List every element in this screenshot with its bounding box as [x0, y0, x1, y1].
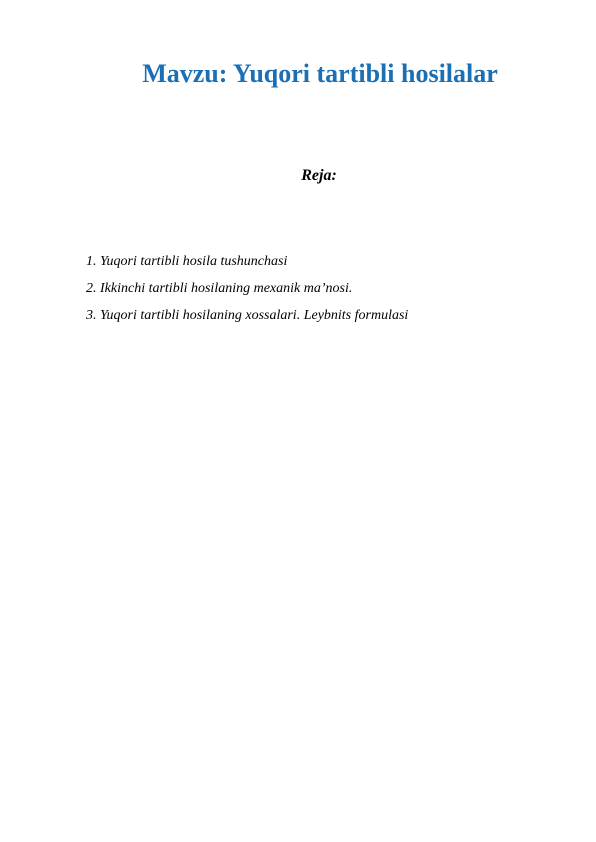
plan-item: 3. Yuqori tartibli hosilaning xossalari. Leybnits formulasi — [86, 308, 409, 323]
plan-heading: Reja: — [301, 167, 337, 184]
plan-item: 2. Ikkinchi tartibli hosilaning mexanik ma’nosi. — [86, 281, 353, 296]
page-title: Mavzu: Yuqori tartibli hosilalar — [142, 59, 498, 88]
plan-list — [86, 248, 408, 329]
plan-item: 1. Yuqori tartibli hosila tushunchasi — [86, 254, 288, 269]
